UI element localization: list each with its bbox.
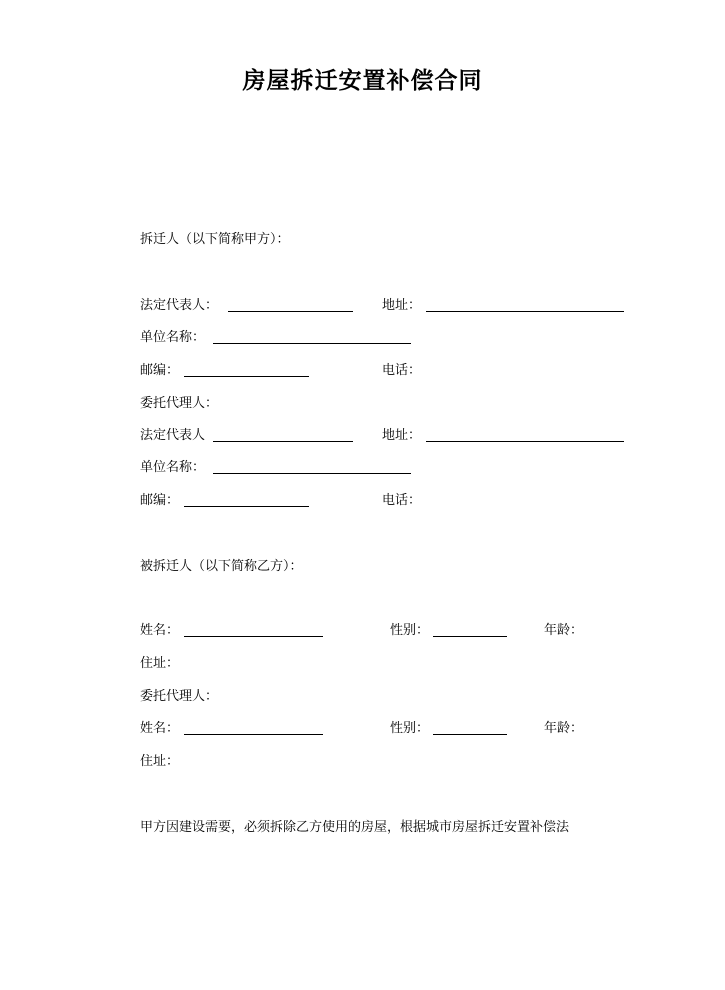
legal-rep-field bbox=[228, 311, 353, 312]
party-b-heading: 被拆迁人（以下简称乙方）： bbox=[140, 559, 303, 574]
address-label: 地址： bbox=[382, 298, 422, 313]
name-field bbox=[184, 636, 323, 637]
b-agent-name-field bbox=[184, 734, 323, 735]
residence-label: 住址： bbox=[140, 656, 180, 671]
agent-address-field bbox=[426, 441, 624, 442]
gender-label: 性别： bbox=[390, 623, 430, 638]
b-agent-gender-label: 性别： bbox=[390, 721, 430, 736]
name-label: 姓名： bbox=[140, 623, 180, 638]
age-label: 年龄： bbox=[544, 623, 584, 638]
agent-legal-rep-field bbox=[213, 441, 353, 442]
b-agent-gender-field bbox=[433, 734, 507, 735]
gender-field bbox=[433, 636, 507, 637]
agent-phone-label: 电话： bbox=[382, 493, 422, 508]
agent-unit-name-field bbox=[213, 473, 411, 474]
b-agent-age-label: 年龄： bbox=[544, 721, 584, 736]
agent-legal-rep-label: 法定代表人 bbox=[140, 428, 206, 443]
page-title: 房屋拆迁安置补偿合同 bbox=[242, 67, 483, 94]
agent-address-label: 地址： bbox=[382, 428, 422, 443]
agent-postcode-label: 邮编： bbox=[140, 493, 180, 508]
unit-name-field bbox=[213, 343, 411, 344]
agent-heading: 委托代理人： bbox=[140, 396, 219, 411]
body-paragraph: 甲方因建设需要，必须拆除乙方使用的房屋，根据城市房屋拆迁安置补偿法 bbox=[140, 820, 570, 835]
legal-rep-label: 法定代表人： bbox=[140, 298, 219, 313]
unit-name-label: 单位名称： bbox=[140, 330, 206, 345]
postcode-field bbox=[184, 376, 309, 377]
agent-postcode-field bbox=[184, 506, 309, 507]
b-agent-heading: 委托代理人： bbox=[140, 689, 219, 704]
party-a-heading: 拆迁人（以下简称甲方）： bbox=[140, 232, 290, 247]
phone-label: 电话： bbox=[382, 363, 422, 378]
postcode-label: 邮编： bbox=[140, 363, 180, 378]
address-field bbox=[426, 311, 624, 312]
b-agent-name-label: 姓名： bbox=[140, 721, 180, 736]
b-agent-residence-label: 住址： bbox=[140, 754, 180, 769]
agent-unit-name-label: 单位名称： bbox=[140, 460, 206, 475]
